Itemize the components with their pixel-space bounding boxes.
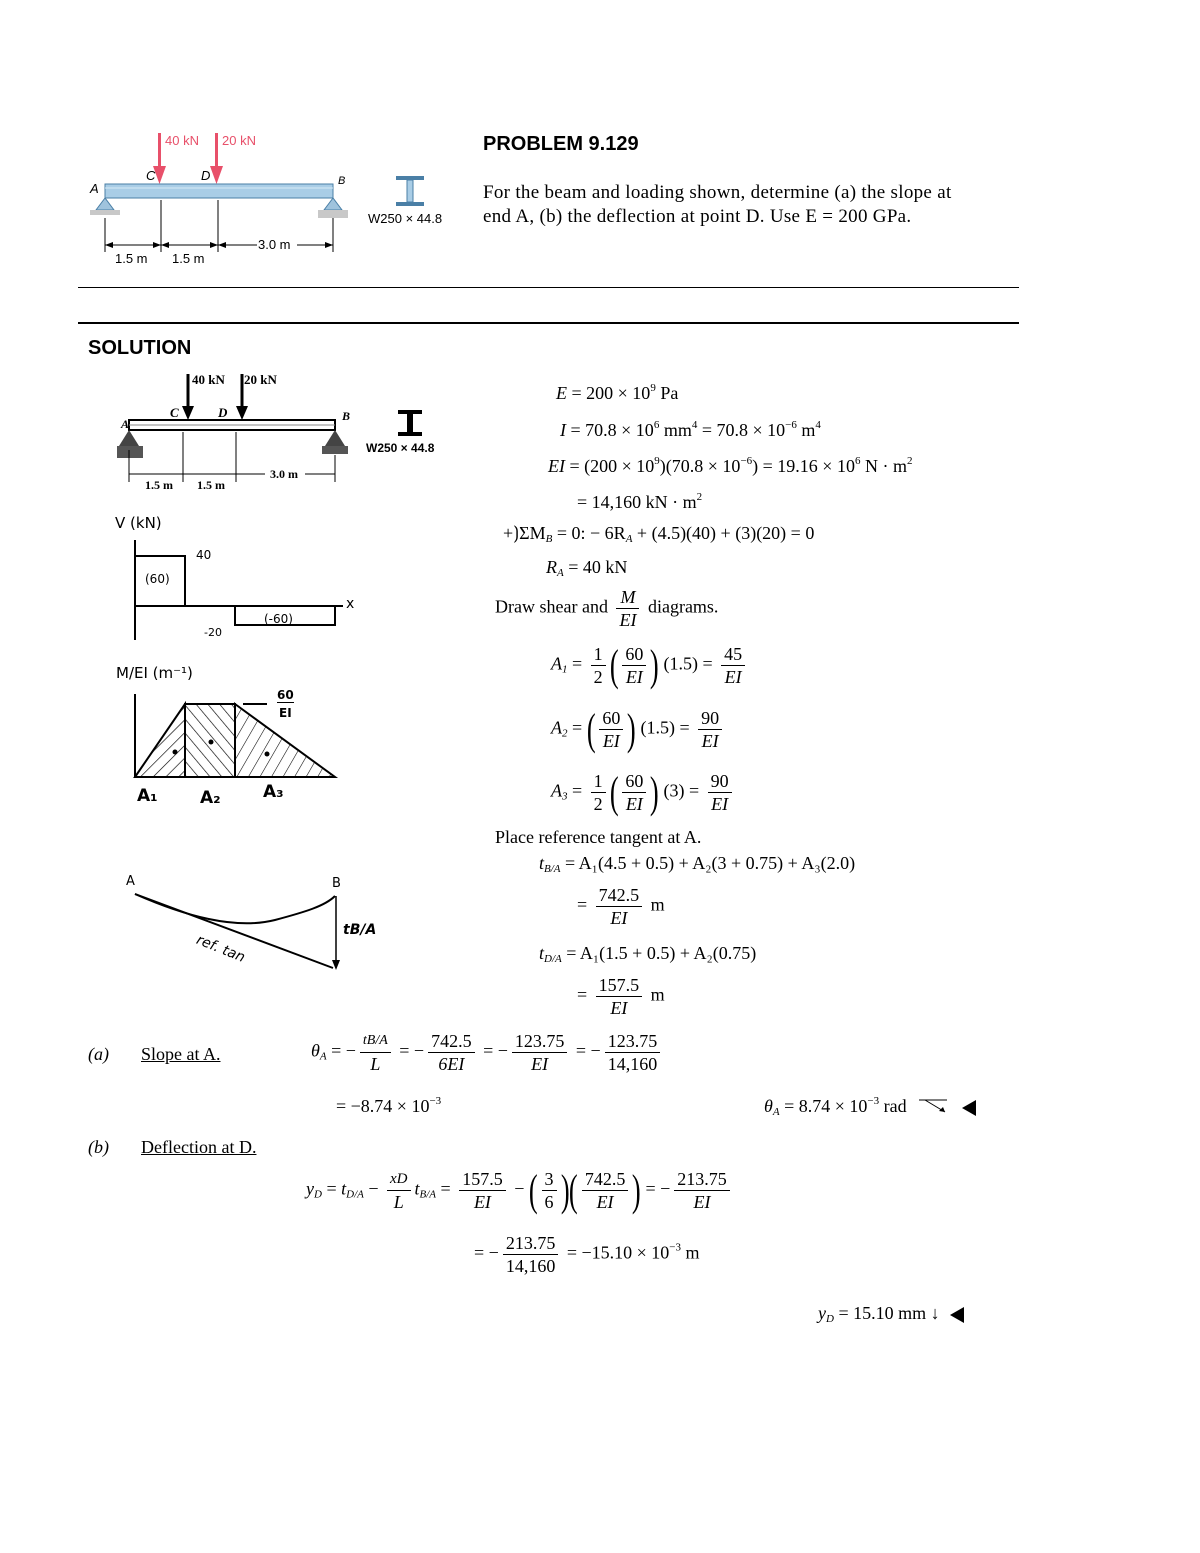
eq-ei: EI = $(200 \times 10^9)(70.8 \times 10^{-6}) = 19.16 \times 10^6$ $N \cdot m^2$ (548, 455, 913, 476)
moment-axis-label: M/EI (m⁻¹) (116, 664, 193, 682)
sol-load-20kn-label: 20 kN (244, 372, 277, 387)
eq-yd-numeric: = − $\frac{213.75}{14,160}$ = $-15.10 \times 10^{-3}$ m (474, 1233, 700, 1276)
eq-ei-kn: = 14,160 kN · $m^2$ (577, 491, 703, 512)
section-label: W250 × 44.8 (368, 211, 443, 226)
deflection-point-b: B (332, 876, 341, 891)
shear-area-neg60: (-60) (264, 612, 293, 626)
yd-answer: $y_D = 15.10$ mm ↓ (818, 1303, 964, 1324)
sol-dim-3-label: 3.0 m (270, 467, 298, 481)
deflection-sketch (125, 880, 345, 980)
eq-tda-value: = $\frac{157.5}{EI}$ m (577, 975, 665, 1018)
sol-point-b-label: B (342, 409, 351, 423)
area-a1-label: A₁ (137, 786, 158, 806)
sol-point-d-label: D (218, 405, 228, 420)
reference-tangent-label: ref. tan (194, 932, 248, 966)
sol-section-label: W250 × 44.8 (366, 441, 435, 455)
tangential-deviation-label: tB/A (343, 922, 377, 938)
divider-thick (78, 322, 1019, 324)
dim-1-label: 1.5 m (115, 251, 148, 266)
eq-tba: $t_{B/A} = A_1(4.5 + 0.5) + A_2(3 + 0.75) + A_3(2.0)$ (539, 853, 856, 875)
moment-peak-denominator: EI (279, 706, 292, 720)
point-a-label: A (90, 181, 99, 196)
moment-diagram (125, 690, 345, 785)
eq-a1: $A_1$ = $\frac{1}{2}$ ( $\frac{60}{EI}$ ) (1.5) = $\frac{45}{EI}$ (551, 643, 749, 688)
problem-statement-line2: end A, (b) the deflection at point D. Use E = 200 GPa. (483, 206, 912, 227)
moment-peak-numerator: 60 (277, 688, 294, 702)
dim-2-label: 1.5 m (172, 251, 205, 266)
sol-dim-1-label: 1.5 m (145, 478, 173, 492)
part-a-title: Slope at A. (141, 1044, 221, 1064)
area-a3-label: A₃ (263, 782, 284, 802)
moment-sign-icon: +⟯ (503, 523, 520, 543)
eq-tda: $t_{D/A} = A_1(1.5 + 0.5) + A_2(0.75)$ (539, 943, 757, 965)
dim-3-label: 3.0 m (258, 237, 291, 252)
answer-marker-icon (962, 1100, 976, 1116)
part-a-label: (a) (88, 1044, 109, 1064)
divider-thin (78, 287, 1019, 288)
area-a2-label: A₂ (200, 788, 221, 808)
load-20kn-label: 20 kN (222, 133, 256, 148)
eq-i: $I = 70.8 \times 10^6$ $mm^4 = 70.8 \times 10^{-6}$ $m^4$ (560, 419, 821, 440)
shear-area-60: (60) (145, 572, 170, 586)
solution-heading: SOLUTION (88, 337, 192, 359)
shear-x-label: x (346, 596, 355, 612)
problem-title: PROBLEM 9.129 (483, 133, 639, 155)
load-40kn-label: 40 kN (165, 133, 199, 148)
draw-diagrams-text: Draw shear and $\frac{M}{EI}$ diagrams. (495, 587, 719, 630)
eq-a3: $A_3$ = $\frac{1}{2}$ ( $\frac{60}{EI}$ ) (3) = $\frac{90}{EI}$ (551, 770, 736, 815)
eq-theta-a: $\theta_A$ = − $\frac{tB/A}{L}$ = − $\frac{742.5}{6EI}$ = − $\frac{123.75}{EI}$ = − $\frac{123.75}{14,160}$ (311, 1030, 664, 1075)
sol-point-c-label: C (170, 405, 179, 420)
theta-a-answer: $\theta_A = 8.74 \times 10^{-3}$ rad (764, 1096, 976, 1119)
answer-marker-icon (950, 1307, 964, 1323)
eq-tba-value: = $\frac{742.5}{EI}$ m (577, 885, 665, 928)
point-d-label: D (201, 168, 211, 183)
point-c-label: C (146, 168, 156, 183)
sol-load-40kn-label: 40 kN (192, 372, 225, 387)
sol-point-a-label: A (121, 417, 130, 431)
place-reference-text: Place reference tangent at A. (495, 827, 702, 847)
eq-yd: $y_D = t_{D/A}$ − $\frac{xD}{L}$ $t_{B/A}$ = $\frac{157.5}{EI}$ − ( $\frac{3}{6}$ )( $\frac{742.5}{EI}$ ) = − $\frac{213.75}{EI}$ (306, 1168, 734, 1213)
point-b-label: B (338, 175, 346, 187)
clockwise-rotation-icon (917, 1096, 951, 1119)
problem-statement-line1: For the beam and loading shown, determine (a) the slope at (483, 182, 952, 203)
eq-a2: $A_2$ = ( $\frac{60}{EI}$ ) (1.5) = $\frac{90}{EI}$ (551, 707, 726, 752)
eq-e: $E = 200 \times 10^9$ Pa (556, 382, 679, 403)
sol-dim-2-label: 1.5 m (197, 478, 225, 492)
deflection-point-a: A (126, 874, 135, 889)
part-b-label: (b) (88, 1137, 109, 1157)
eq-moment-sum: $+⟯\Sigma M_B = 0$: − $6R_A + (4.5)(40) + (3)(20) = 0$ (503, 523, 815, 545)
eq-ra: $R_A = 40$ kN (546, 557, 628, 579)
shear-diagram (125, 540, 355, 645)
shear-value-neg20: -20 (204, 626, 222, 639)
shear-axis-label: V (kN) (115, 514, 162, 532)
part-b-title: Deflection at D. (141, 1137, 257, 1157)
shear-value-40: 40 (196, 548, 212, 562)
theta-a-result: = $-8.74 \times 10^{-3}$ (336, 1095, 442, 1116)
